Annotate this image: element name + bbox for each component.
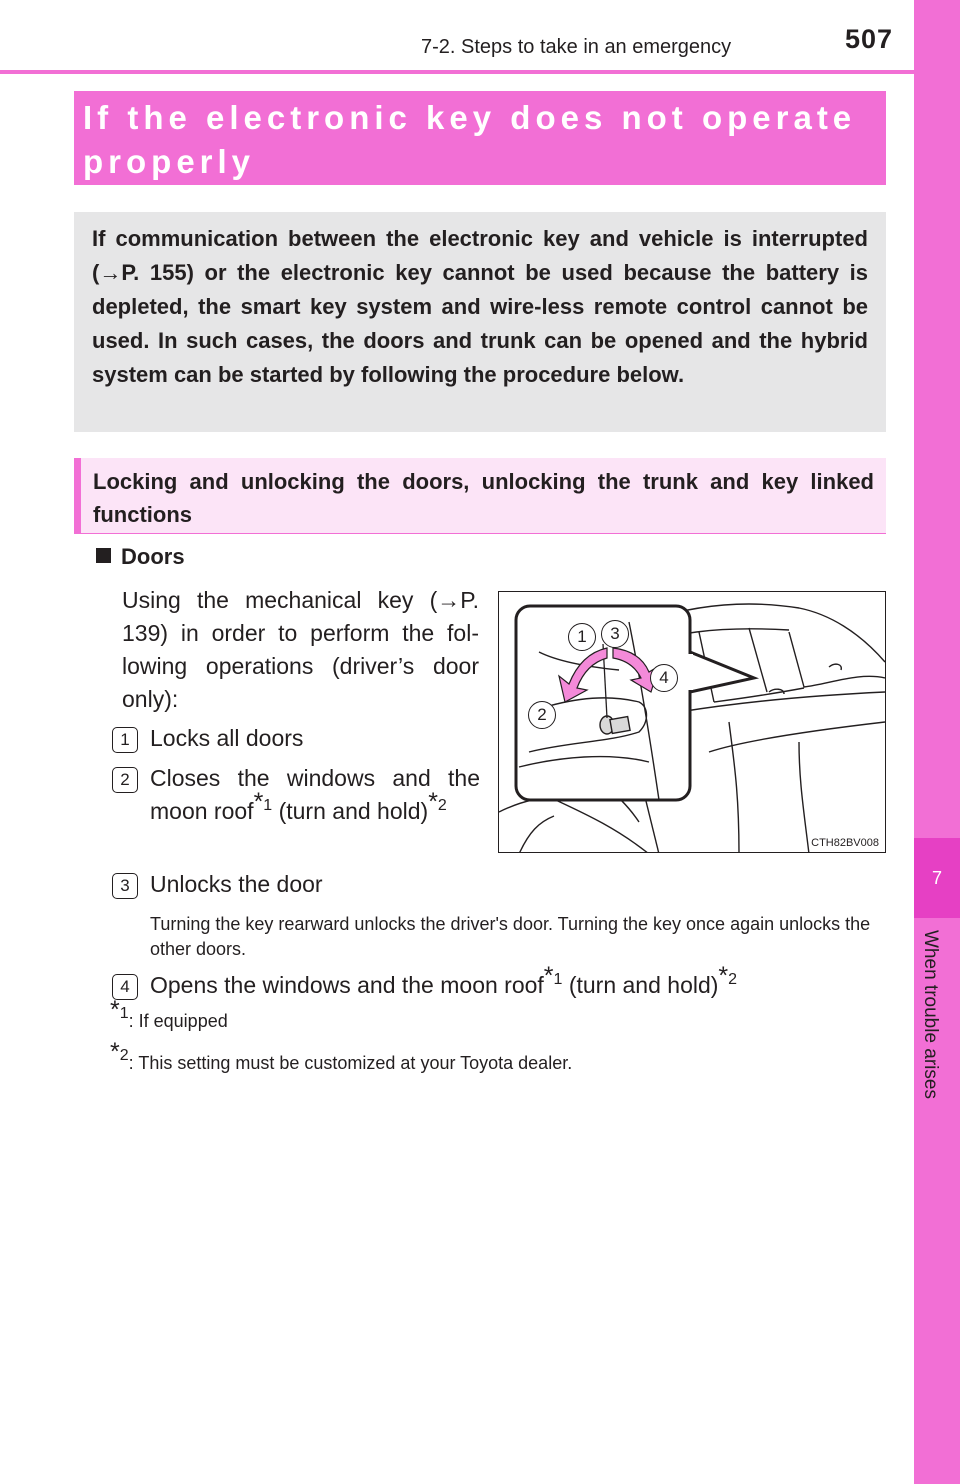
sub-heading: Locking and unlocking the doors, unlocking the trunk and key linked functions bbox=[74, 458, 886, 534]
figure-code: CTH82BV008 bbox=[811, 837, 879, 849]
step-2-label: Closes the windows and the moon roof bbox=[150, 765, 480, 824]
step-number-4: 4 bbox=[112, 974, 138, 1000]
doors-intro-text: Using the mechanical key (→P. 139) in order to perform the fol-lowing operations (driver’s door only): bbox=[122, 587, 479, 712]
callout-2: 2 bbox=[528, 701, 556, 729]
footnote-ref: *1 bbox=[253, 788, 273, 816]
chapter-title-text: When trouble arises bbox=[920, 930, 941, 1099]
step-4-label: Opens the windows and the moon roof bbox=[150, 972, 544, 998]
footnote-2: $^{*2}$: This setting must be customized at your Toyota dealer. bbox=[110, 1038, 573, 1073]
step-number-1: 1 bbox=[112, 727, 138, 753]
step-3-text: Unlocks the door bbox=[150, 871, 323, 897]
chapter-number-tab[interactable]: 7 bbox=[914, 838, 960, 918]
step-4-text bbox=[150, 962, 738, 1002]
doors-heading-label: Doors bbox=[121, 544, 185, 569]
footnote-1: $^{*1}$: If equipped bbox=[110, 996, 228, 1031]
door-key-illustration bbox=[498, 591, 886, 853]
step-number-2: 2 bbox=[112, 767, 138, 793]
page-number: 507 bbox=[845, 24, 894, 54]
car-door-drawing bbox=[499, 592, 886, 853]
chapter-title bbox=[919, 930, 955, 1140]
chapter-side-tab bbox=[914, 0, 960, 1484]
step-4-suffix: (turn and hold) bbox=[562, 972, 719, 998]
intro-box: If communication between the electronic key and vehicle is interrupted (→P. 155) or the electronic key cannot be used because the battery is depleted, the smart key system and wire-less remote control cannot be used. In such cases, the doors and trunk can be opened and the hybrid system can be started by following the procedure below. bbox=[74, 212, 886, 432]
footnote-ref: *2 bbox=[718, 962, 738, 990]
footnote-ref: *2 bbox=[428, 788, 447, 816]
step-number-3: 3 bbox=[112, 873, 138, 899]
header-rule bbox=[0, 70, 914, 74]
doors-heading bbox=[96, 544, 185, 570]
footnote-ref: *1 bbox=[543, 962, 563, 990]
square-bullet-icon bbox=[96, 548, 111, 563]
step-1-text: Locks all doors bbox=[150, 725, 304, 751]
step-2-suffix: (turn and hold) bbox=[272, 798, 429, 824]
callout-1: 1 bbox=[568, 623, 596, 651]
callout-4: 4 bbox=[650, 664, 678, 692]
section-title: 7-2. Steps to take in an emergency bbox=[421, 36, 732, 58]
callout-3: 3 bbox=[601, 620, 629, 648]
section-heading: If the electronic key does not operate properly bbox=[74, 91, 886, 185]
step-2-text bbox=[150, 762, 480, 828]
step-3-note: Turning the key rearward unlocks the driver's door. Turning the key once again unlocks the other doors. bbox=[150, 914, 871, 959]
